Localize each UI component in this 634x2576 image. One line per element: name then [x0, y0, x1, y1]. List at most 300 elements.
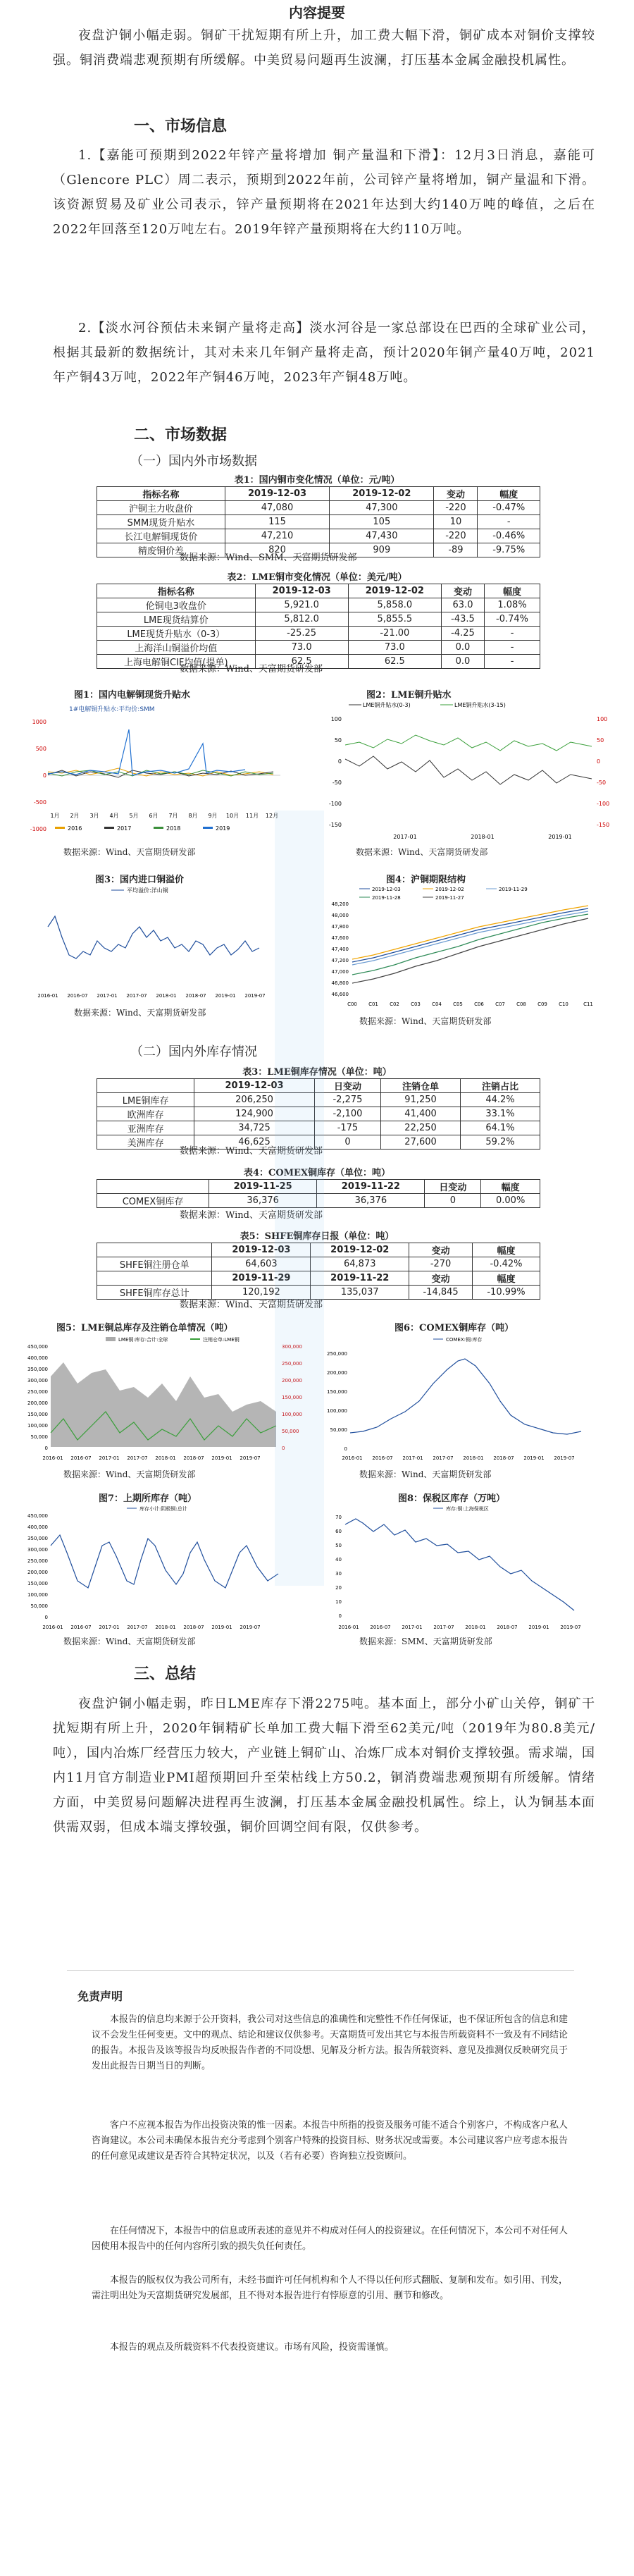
table-cell: 63.0 — [441, 598, 484, 612]
x-tick: 4月 — [109, 813, 119, 819]
y-tick: 48,000 — [331, 913, 349, 918]
legend-swatch — [55, 827, 65, 829]
table-cell: 精废铜价差 — [97, 543, 225, 557]
legend-label: 2019-12-02 — [435, 887, 464, 892]
y-tick: 450,000 — [27, 1513, 48, 1519]
fig6-source: 数据来源：Wind、天富期货研发部 — [359, 1469, 492, 1479]
table-cell: 47,430 — [330, 529, 434, 543]
table-cell: 73.0 — [348, 641, 441, 655]
y-tick: 47,200 — [331, 958, 349, 963]
disclaimer-para-5: 本报告的观点及所载资料不代表投资建议。市场有风险，投资需谨慎。 — [110, 2342, 394, 2353]
table4-source: 数据来源：Wind、天富期货研发部 — [180, 1210, 323, 1221]
x-tick: 2019-07 — [560, 1625, 581, 1630]
fig5-source: 数据来源：Wind、天富期货研发部 — [63, 1469, 196, 1479]
table-row — [97, 598, 540, 612]
fig5-xticks — [42, 1455, 260, 1461]
fig3-source: 数据来源：Wind、天富期货研发部 — [74, 1008, 206, 1018]
subsection-market-data: （一）国内外市场数据 — [130, 454, 257, 469]
x-tick: 2017-01 — [402, 1625, 423, 1630]
fig3-xticks — [37, 993, 265, 999]
x-tick: C07 — [495, 1002, 505, 1007]
y-tick: 50,000 — [282, 1429, 299, 1434]
table-cell — [97, 1079, 194, 1093]
table-cell: 1.08% — [485, 598, 540, 612]
y-tick: 100,000 — [327, 1408, 347, 1414]
table-cell: 46,625 — [194, 1135, 315, 1150]
table-cell: 41,400 — [381, 1107, 461, 1121]
table-cell: 指标名称 — [97, 584, 256, 598]
x-tick: 3月 — [89, 813, 99, 819]
table-cell: 120,192 — [212, 1286, 311, 1300]
y-tick: 300,000 — [27, 1547, 48, 1553]
fig1-legend — [55, 825, 230, 832]
disclaimer-para-2: 客户不应视本报告为作出投资决策的惟一因素。本报告中所指的投资及服务可能不适合个别客户，不构成客户私人咨询建议。本公司未确保本报告充分考虑到个别客户特殊的投资目标、财务状况或需要。本公司建议客户应考虑本报告的任何意见或建议是否符合其特定状况，以及（若有必要）咨询独立投资顾问。 — [92, 2120, 568, 2162]
fig1-caption: 图1：国内电解铜现货升贴水 — [74, 690, 191, 701]
y-tick: 20 — [335, 1585, 342, 1591]
y-tick: 30 — [335, 1571, 342, 1577]
y-tick: -50 — [597, 779, 607, 786]
table-cell — [97, 1180, 209, 1194]
x-tick: 2017-07 — [433, 1625, 454, 1630]
y-tick: -100 — [328, 801, 342, 807]
table3-source: 数据来源：Wind、天富期货研发部 — [180, 1146, 323, 1157]
table-row — [97, 515, 540, 529]
x-tick: 2018-01 — [155, 1455, 176, 1461]
y-tick: 350,000 — [27, 1536, 48, 1541]
table-cell: 0.0 — [441, 641, 484, 655]
x-tick: 2016-01 — [342, 1455, 363, 1461]
legend-label: LME铜升贴水(3-15) — [454, 702, 506, 708]
x-tick: 2018-01 — [471, 834, 495, 840]
table-cell: 10 — [434, 515, 478, 529]
y-tick: 47,400 — [331, 947, 349, 952]
y-tick: 50 — [335, 1543, 342, 1548]
fig4-caption: 图4：沪铜期限结构 — [386, 875, 466, 885]
x-tick: 2017-07 — [433, 1455, 454, 1461]
table-cell: 27,600 — [381, 1135, 461, 1150]
y-tick: 450,000 — [27, 1344, 48, 1350]
fig7-source: 数据来源：Wind、天富期货研发部 — [63, 1637, 196, 1646]
table-cell: 亚洲库存 — [97, 1121, 194, 1135]
table-cell: 指标名称 — [97, 487, 225, 501]
table1-caption: 表1：国内铜市变化情况（单位：元/吨） — [234, 475, 400, 486]
x-tick: 8月 — [188, 813, 198, 819]
y-tick: 0 — [337, 758, 342, 765]
y-tick: 0 — [42, 772, 46, 779]
section2-heading: 二、市场数据 — [134, 426, 228, 444]
x-tick: C10 — [559, 1002, 568, 1007]
fig4-series-1203 — [352, 908, 588, 962]
x-tick: C02 — [390, 1002, 399, 1007]
y-tick: 200,000 — [27, 1570, 48, 1575]
x-tick: 2016-07 — [70, 1455, 92, 1461]
x-tick: 9月 — [208, 813, 218, 819]
x-tick: 2019-01 — [528, 1625, 549, 1630]
table-cell: 2019-12-02 — [348, 584, 441, 598]
x-tick: 2016-01 — [338, 1625, 359, 1630]
x-tick: 10月 — [225, 813, 240, 819]
table-cell: 长江电解铜现货价 — [97, 529, 225, 543]
table-cell: -25.25 — [255, 627, 348, 641]
fig3-series — [48, 916, 259, 959]
fig8-caption: 图8：保税区库存（万吨） — [398, 1493, 506, 1504]
section3-heading: 三、总结 — [134, 1665, 197, 1683]
x-tick: 2017-01 — [97, 993, 118, 999]
page-title: 内容提要 — [289, 4, 345, 21]
x-tick: 2018-01 — [463, 1455, 484, 1461]
table-row — [97, 627, 540, 641]
y-tick: 0 — [597, 758, 601, 765]
table-cell: -4.25 — [441, 627, 484, 641]
y-tick: -500 — [33, 799, 46, 806]
x-tick: 2018-07 — [183, 1455, 204, 1461]
table-cell: 幅度 — [481, 1180, 540, 1194]
x-tick: C05 — [453, 1002, 463, 1007]
fig5-caption: 图5：LME铜总库存及注销仓单情况（吨） — [56, 1323, 233, 1333]
fig7-yticks — [27, 1513, 48, 1620]
fig8-source: 数据来源：SMM、天富期货研发部 — [359, 1637, 492, 1646]
table-cell: 22,250 — [381, 1121, 461, 1135]
table-cell: 36,376 — [317, 1194, 425, 1208]
fig8-legend: 库存:铜:上海保税区 — [446, 1506, 489, 1512]
x-tick: 2017-07 — [127, 1625, 148, 1630]
legend-label: 注销仓单:LME铜 — [203, 1337, 240, 1343]
table3-caption: 表3：LME铜库存情况（单位：吨） — [242, 1067, 392, 1078]
fig6-legend: COMEX:铜:库存 — [446, 1337, 483, 1343]
x-tick: 2019-07 — [240, 1455, 261, 1461]
table-row — [97, 529, 540, 543]
y-tick: 100,000 — [27, 1592, 48, 1598]
x-tick: 2018-07 — [493, 1455, 514, 1461]
table-cell: 幅度 — [485, 584, 540, 598]
table-cell: SHFE铜库存总计 — [97, 1286, 212, 1300]
fig8-xticks — [338, 1625, 580, 1630]
table-cell: -2,275 — [314, 1093, 380, 1107]
table-cell: 2019-12-03 — [212, 1243, 311, 1257]
y-tick: -50 — [332, 779, 342, 786]
y-tick: 200,000 — [327, 1370, 347, 1376]
table-cell: 2019-12-03 — [194, 1079, 315, 1093]
x-tick: 2016-07 — [372, 1455, 393, 1461]
table-cell: 91,250 — [381, 1093, 461, 1107]
table-cell: -270 — [409, 1257, 473, 1271]
x-tick: 2016-01 — [42, 1455, 63, 1461]
x-tick: C09 — [537, 1002, 547, 1007]
table-cell: 47,300 — [330, 501, 434, 515]
table-cell: 2019-12-03 — [255, 584, 348, 598]
x-tick: 2017-01 — [393, 834, 417, 840]
table-cell: -0.42% — [472, 1257, 540, 1271]
table5-source: 数据来源：Wind、天富期货研发部 — [180, 1300, 323, 1310]
y-tick: 300,000 — [27, 1378, 48, 1383]
subsection-inventory: （二）国内外库存情况 — [130, 1044, 257, 1059]
y-tick: 0 — [44, 1446, 48, 1451]
x-tick: 1月 — [50, 813, 60, 819]
table-cell: 2019-11-29 — [212, 1271, 311, 1286]
y-tick: 300,000 — [282, 1344, 302, 1350]
x-tick: 2019-01 — [523, 1455, 545, 1461]
table-cell: -9.75% — [478, 543, 540, 557]
x-tick: 2016-07 — [67, 993, 88, 999]
table-cell: 5,921.0 — [255, 598, 348, 612]
table-cell: 0 — [314, 1135, 380, 1150]
x-tick: 2018-07 — [183, 1625, 204, 1630]
table2-caption: 表2：LME铜市变化情况（单位：美元/吨） — [227, 572, 407, 583]
table-cell: 206,250 — [194, 1093, 315, 1107]
table-cell: -89 — [434, 543, 478, 557]
table-cell: 47,210 — [225, 529, 329, 543]
x-tick: C01 — [368, 1002, 378, 1007]
table-cell: 日变动 — [314, 1079, 380, 1093]
table-cell: 沪铜主力收盘价 — [97, 501, 225, 515]
table-cell: -220 — [434, 501, 478, 515]
y-tick: 250,000 — [27, 1558, 48, 1564]
y-tick: 0 — [344, 1446, 347, 1452]
fig2-caption: 图2：LME铜升贴水 — [366, 690, 452, 701]
table-cell: 820 — [225, 543, 329, 557]
x-tick: 2019-01 — [211, 1625, 232, 1630]
table-cell: -0.46% — [478, 529, 540, 543]
table-cell: 变动 — [409, 1271, 473, 1286]
news-item-2: 2.【淡水河谷预估未来铜产量将走高】淡水河谷是一家总部设在巴西的全球矿业公司，根据其最新的数据统计，其对未来几年铜产量将走高，预计2020年铜产量40万吨，2021年产铜43万吨，2022年产铜46万吨，2023年产铜48万吨。 — [53, 321, 595, 385]
table-cell: 幅度 — [478, 487, 540, 501]
y-tick: 150,000 — [27, 1412, 48, 1417]
table-cell: -175 — [314, 1121, 380, 1135]
x-tick: 6月 — [149, 813, 158, 819]
legend-swatch — [154, 827, 163, 829]
y-tick: 400,000 — [27, 1524, 48, 1530]
table-cell: 5,812.0 — [255, 612, 348, 627]
y-tick: 150,000 — [282, 1395, 302, 1400]
table-cell: 36,376 — [209, 1194, 317, 1208]
y-tick: 50,000 — [330, 1427, 347, 1433]
disclaimer-para-1: 本报告的信息均来源于公开资料，我公司对这些信息的准确性和完整性不作任何保证，也不保证所包含的信息和建议不会发生任何变更。文中的观点、结论和建议仅供参考。天富期货可发出其它与本报告所载资料不一致及有不同结论的报告。本报告及该等报告均反映报告作者的不同设想、见解及分析方法。报告所载资料、意见及推测仅反映研究员于发出此报告日期当日的判断。 — [92, 2014, 568, 2071]
table-cell: 欧洲库存 — [97, 1107, 194, 1121]
table-cell: 59.2% — [461, 1135, 540, 1150]
table2 — [97, 584, 540, 669]
fig4-series-1128 — [352, 914, 588, 975]
x-tick: 2019-01 — [215, 993, 236, 999]
table-cell: - — [485, 641, 540, 655]
table-cell: 0.0 — [441, 655, 484, 669]
table-cell: 909 — [330, 543, 434, 557]
y-tick: 250,000 — [282, 1361, 302, 1367]
table-cell: -21.00 — [348, 627, 441, 641]
legend-label: LME铜升贴水(0-3) — [363, 702, 411, 708]
y-tick: 47,800 — [331, 924, 349, 930]
y-tick: 350,000 — [27, 1367, 48, 1372]
table-cell — [97, 1271, 212, 1286]
table-cell: 2019-11-22 — [311, 1271, 409, 1286]
y-tick: 50,000 — [30, 1434, 48, 1440]
table-cell: -0.47% — [478, 501, 540, 515]
x-tick: 5月 — [129, 813, 139, 819]
disclaimer-para-3: 在任何情况下，本报告中的信息或所表述的意见并不构成对任何人的投资建议。在任何情况下，本公司不对任何人因使用本报告中的任何内容所引致的损失负任何责任。 — [92, 2226, 568, 2252]
x-tick: 2019-01 — [548, 834, 572, 840]
table-cell: 64.1% — [461, 1121, 540, 1135]
x-tick: 2019-07 — [240, 1625, 261, 1630]
legend-label: 2017 — [117, 825, 132, 832]
news-item-1: 1.【嘉能可预期到2022年锌产量将增加 铜产量温和下滑】：12月3日消息，嘉能可（Glencore PLC）周二表示，预期到2022年前，公司锌产量将增加，铜产量温和下滑。该资源贸易及矿业公司表示，锌产量预期将在2021年达到大约140万吨的峰值，之后在2022年回落至120万吨左右。2019年锌产量预期将在大约110万吨。 — [53, 148, 595, 237]
y-tick: 50,000 — [30, 1603, 48, 1609]
fig3-caption: 图3：国内进口铜溢价 — [95, 875, 185, 885]
fig6-caption: 图6：COMEX铜库存（吨） — [394, 1323, 514, 1333]
x-tick: 2018-01 — [465, 1625, 486, 1630]
y-tick: 500 — [35, 746, 46, 752]
table-cell: 注销占比 — [461, 1079, 540, 1093]
table5-caption: 表5：SHFE铜库存日报（单位：吨） — [240, 1231, 394, 1242]
fig4-series-1202 — [352, 906, 588, 959]
table-cell: 115 — [225, 515, 329, 529]
table-cell: 47,080 — [225, 501, 329, 515]
x-tick: 2018-01 — [155, 1625, 176, 1630]
x-tick: 7月 — [168, 813, 178, 819]
fig4-series-1129 — [352, 911, 588, 965]
table-cell: 44.2% — [461, 1093, 540, 1107]
table-cell: -220 — [434, 529, 478, 543]
table-cell: -43.5 — [441, 612, 484, 627]
y-tick: 0 — [44, 1615, 48, 1620]
y-tick: 100 — [330, 716, 342, 722]
y-tick: 150,000 — [327, 1389, 347, 1395]
fig7-xticks — [42, 1625, 260, 1630]
summary-text: 夜盘沪铜小幅走弱。铜矿干扰短期有所上升，加工费大幅下滑，铜矿成本对铜价支撑较强。铜消费端悲观预期有所缓解。中美贸易问题再生波澜，打压基本金属金融投机属性。 — [53, 28, 595, 68]
table-row — [97, 584, 540, 598]
table-cell: 62.5 — [348, 655, 441, 669]
x-tick: 2017-01 — [402, 1455, 423, 1461]
y-tick: -150 — [328, 822, 342, 828]
table-cell: 62.5 — [255, 655, 348, 669]
x-tick: 2018-07 — [185, 993, 206, 999]
x-tick: 2016-01 — [37, 993, 58, 999]
legend-swatch — [203, 827, 213, 829]
x-tick: 2016-01 — [42, 1625, 63, 1630]
x-tick: 2018-07 — [497, 1625, 518, 1630]
x-tick: 2018-01 — [156, 993, 177, 999]
table-cell: -2,100 — [314, 1107, 380, 1121]
fig4-source: 数据来源：Wind、天富期货研发部 — [359, 1016, 492, 1026]
legend-label: 2019-11-27 — [435, 895, 464, 901]
table-cell: 33.1% — [461, 1107, 540, 1121]
table-row — [97, 487, 540, 501]
y-tick: -1000 — [30, 826, 46, 832]
table-cell: -10.99% — [472, 1286, 540, 1300]
legend-label: 2018 — [166, 825, 181, 832]
table-cell: LME现货升贴水（0-3） — [97, 627, 256, 641]
fig7-legend: 库存小计:阴极铜:总计 — [139, 1506, 187, 1512]
x-tick: C06 — [474, 1002, 484, 1007]
fig2-series-0-3 — [345, 756, 592, 784]
fig2-source: 数据来源：Wind、天富期货研发部 — [356, 847, 488, 857]
y-tick: 46,800 — [331, 980, 349, 986]
table-cell: 2019-12-02 — [330, 487, 434, 501]
fig1-yticks — [30, 719, 46, 832]
table-cell: 0.00% — [481, 1194, 540, 1208]
table-cell: COMEX铜库存 — [97, 1194, 209, 1208]
table-cell: 伦铜电3收盘价 — [97, 598, 256, 612]
table-cell: 124,900 — [194, 1107, 315, 1121]
table-cell: LME现货结算价 — [97, 612, 256, 627]
x-tick: 12月 — [265, 813, 279, 819]
table-cell: 变动 — [409, 1243, 473, 1257]
y-tick: 200,000 — [27, 1400, 48, 1406]
table-cell: 5,855.5 — [348, 612, 441, 627]
table-cell: SHFE铜注册仓单 — [97, 1257, 212, 1271]
table-cell: 变动 — [434, 487, 478, 501]
table-row — [97, 501, 540, 515]
table-cell — [97, 1243, 212, 1257]
legend-label: 2019-11-28 — [372, 895, 401, 901]
table-cell: 2019-11-25 — [209, 1180, 317, 1194]
y-tick: 48,200 — [331, 901, 349, 907]
disclaimer-para-4: 本报告的版权仅为我公司所有，未经书面许可任何机构和个人不得以任何形式翻版、复制和发布。如引用、刊发，需注明出处为天富期货研究发展部，且不得对本报告进行有悖原意的引用、删节和修改。 — [92, 2275, 568, 2301]
y-tick: 47,600 — [331, 935, 349, 941]
section1-heading: 一、市场信息 — [134, 117, 228, 135]
y-tick: 100,000 — [282, 1412, 302, 1417]
table-cell: 美洲库存 — [97, 1135, 194, 1150]
x-tick: 2017-07 — [126, 993, 147, 999]
table-cell: 上海洋山铜溢价均值 — [97, 641, 256, 655]
table-cell: 2019-12-03 — [225, 487, 329, 501]
x-tick: C03 — [411, 1002, 421, 1007]
table-cell: 变动 — [441, 584, 484, 598]
y-tick: 400,000 — [27, 1355, 48, 1361]
disclaimer-title: 免责声明 — [77, 1990, 123, 2003]
x-tick: 2019-07 — [554, 1455, 575, 1461]
watermark-logo — [232, 811, 387, 1586]
legend-swatch — [106, 1337, 116, 1341]
table-cell: 2019-11-22 — [317, 1180, 425, 1194]
table-cell: 64,873 — [311, 1257, 409, 1271]
table-cell: 105 — [330, 515, 434, 529]
fig3-legend: 平均溢价:洋山铜 — [127, 887, 168, 894]
y-tick: 0 — [282, 1446, 285, 1451]
fig2-xticks — [393, 834, 571, 840]
table4-caption: 表4：COMEX铜库存（单位：吨） — [243, 1168, 391, 1178]
legend-label: 2019-12-03 — [372, 887, 401, 892]
table-cell: 135,037 — [311, 1286, 409, 1300]
table-row — [97, 641, 540, 655]
x-tick: 2016-07 — [70, 1625, 92, 1630]
y-tick: 0 — [338, 1613, 342, 1619]
fig5-yticks — [27, 1344, 48, 1451]
legend-label: 2019-11-29 — [499, 887, 528, 892]
x-tick: C04 — [432, 1002, 442, 1007]
y-tick: 100 — [597, 716, 608, 722]
y-tick: -150 — [597, 822, 610, 828]
x-tick: 2019-07 — [244, 993, 266, 999]
table-cell: - — [478, 515, 540, 529]
fig7-caption: 图7：上期所库存（吨） — [99, 1493, 197, 1504]
table-cell: 日变动 — [425, 1180, 481, 1194]
x-tick: C00 — [347, 1002, 357, 1007]
y-tick: 47,000 — [331, 969, 349, 975]
table-cell: 幅度 — [472, 1271, 540, 1286]
table-cell: 34,725 — [194, 1121, 315, 1135]
fig1-series-2019 — [48, 729, 245, 775]
table-cell: - — [485, 655, 540, 669]
y-tick: -100 — [597, 801, 610, 807]
table-cell: 64,603 — [212, 1257, 311, 1271]
table2-source: 数据来源：Wind、天富期货研发部 — [180, 664, 323, 674]
x-tick: 2017-01 — [99, 1625, 120, 1630]
table-cell: -14,845 — [409, 1286, 473, 1300]
fig1-source: 数据来源：Wind、天富期货研发部 — [63, 847, 196, 857]
table-cell: - — [485, 627, 540, 641]
y-tick: 150,000 — [27, 1581, 48, 1586]
table-cell: 0 — [425, 1194, 481, 1208]
fig2-series-3-15 — [345, 735, 592, 751]
